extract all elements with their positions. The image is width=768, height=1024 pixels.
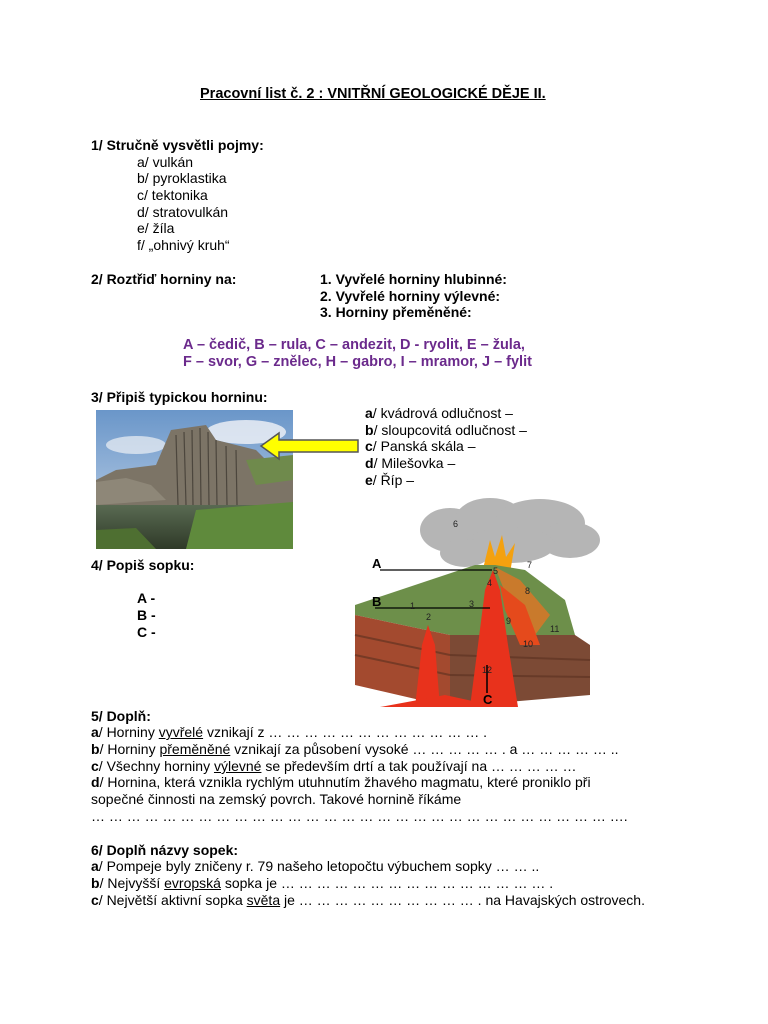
q3-heading: 3/ Připiš typickou horninu: <box>91 389 268 405</box>
q6-line-c: c/ Největší aktivní sopka světa je … … … … … … … … … … . na Havajských ostrovech. <box>91 892 645 908</box>
q4-item: C - <box>137 624 156 640</box>
q4-item: A - <box>137 590 156 606</box>
diagram-number: 2 <box>426 612 432 622</box>
q2-heading: 2/ Roztřiď horniny na: <box>91 271 237 287</box>
diagram-number: 9 <box>506 616 512 626</box>
diagram-label-c: C <box>483 692 493 707</box>
diagram-number: 11 <box>550 624 560 634</box>
diagram-number: 10 <box>523 639 534 649</box>
q1-item: d/ stratovulkán <box>137 204 229 220</box>
rock-list-line: A – čedič, B – rula, C – andezit, D - ryolit, E – žula, <box>183 337 525 353</box>
q5-line-a: a/ Horniny vyvřelé vznikají z … … … … … … … … … … … … . <box>91 724 487 740</box>
q1-item: a/ vulkán <box>137 154 194 170</box>
q5-line-b: b/ Horniny přeměněné vznikají za působení vysoké … … … … … . a … … … … … .. <box>91 741 619 757</box>
page-title: Pracovní list č. 2 : VNITŘNÍ GEOLOGICKÉ DĚJE II. <box>200 86 546 102</box>
q5-line-d3: … … … … … … … … … … … … … … … … … … … … … … … … … … … … … …. <box>91 808 628 824</box>
q3-item: d/ Milešovka – <box>365 455 456 471</box>
q1-item: b/ pyroklastika <box>137 170 227 186</box>
q4-item: B - <box>137 607 156 623</box>
diagram-number: 4 <box>487 578 493 588</box>
q4-heading: 4/ Popiš sopku: <box>91 557 195 573</box>
rock-list-line: F – svor, G – znělec, H – gabro, I – mramor, J – fylit <box>183 354 532 370</box>
q6-heading: 6/ Doplň názvy sopek: <box>91 842 239 858</box>
diagram-number: 8 <box>525 586 531 596</box>
diagram-number: 3 <box>469 599 475 609</box>
volcano-diagram <box>350 495 610 710</box>
q3-item: e/ Říp – <box>365 472 415 488</box>
yellow-arrow-icon <box>259 431 361 461</box>
diagram-number: 12 <box>482 665 493 675</box>
q2-category: 2. Vyvřelé horniny výlevné: <box>320 288 501 304</box>
diagram-number: 1 <box>410 601 416 611</box>
q6-line-a: a/ Pompeje byly zničeny r. 79 našeho letopočtu výbuchem sopky … … .. <box>91 858 540 874</box>
q5-line-d: d/ Hornina, která vznikla rychlým utuhnutím žhavého magmatu, které proniklo při <box>91 774 591 790</box>
q3-item: a/ kvádrová odlučnost – <box>365 405 513 421</box>
q5-heading: 5/ Doplň: <box>91 708 151 724</box>
q2-category: 3. Horniny přeměněné: <box>320 304 472 320</box>
q6-line-b: b/ Nejvyšší evropská sopka je … … … … … … … … … … … … … … … . <box>91 875 554 891</box>
q5-line-c: c/ Všechny horniny výlevné se především drtí a tak používají na … … … … … <box>91 758 577 774</box>
diagram-number: 5 <box>493 566 499 576</box>
q2-category: 1. Vyvřelé horniny hlubinné: <box>320 271 507 287</box>
diagram-label-a: A <box>372 556 382 571</box>
q5-line-d2: sopečné činnosti na zemský povrch. Takové hornině říkáme <box>91 791 462 807</box>
q3-item: c/ Panská skála – <box>365 438 476 454</box>
diagram-number: 7 <box>527 560 533 570</box>
q1-item: c/ tektonika <box>137 187 208 203</box>
diagram-number: 6 <box>453 519 459 529</box>
q1-item: f/ „ohnivý kruh“ <box>137 237 230 253</box>
q3-item: b/ sloupcovitá odlučnost – <box>365 422 527 438</box>
diagram-label-b: B <box>372 594 382 609</box>
q1-item: e/ žíla <box>137 220 175 236</box>
q1-heading: 1/ Stručně vysvětli pojmy: <box>91 137 264 153</box>
